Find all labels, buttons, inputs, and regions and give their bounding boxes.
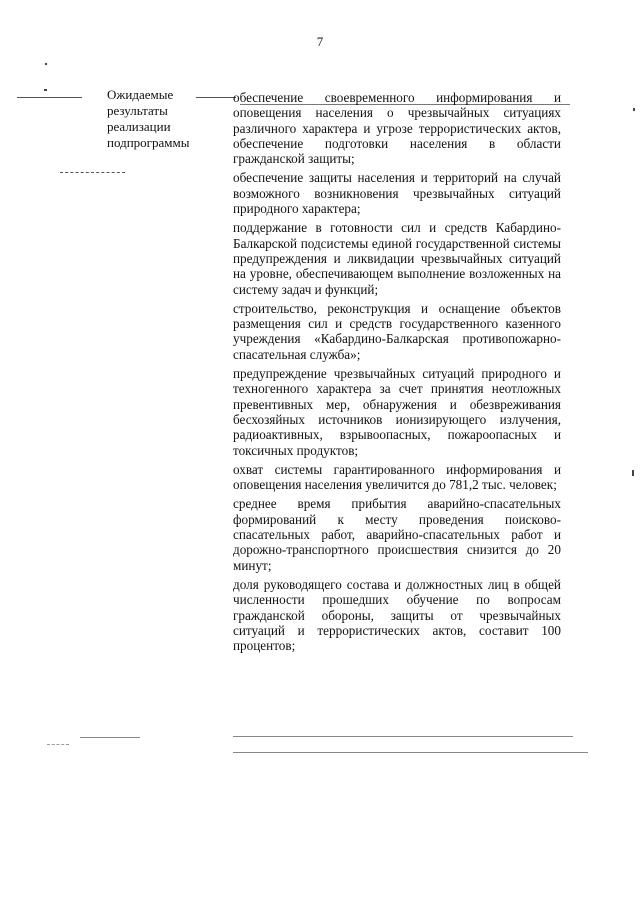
scan-speck [633,108,635,111]
scan-speck [44,89,47,91]
result-paragraph: среднее время прибытия аварийно-спасательных формирований к месту проведения поисково-спасательных работ, аварийно-спасательных работ и дорожно-транспортного происшествия снизится до 20 минут; [233,496,561,573]
table-border-line [80,737,140,738]
table-border-line [233,752,588,753]
result-paragraph: строительство, реконструкция и оснащение объектов размещения сил и средств государственного казенного учреждения «Кабардино-Балкарская противопожарно-спасательная служба»; [233,300,561,362]
row-label-line: подпрограммы [107,135,190,150]
row-label-line: реализации [107,119,171,134]
result-paragraph: поддержание в готовности сил и средств Кабардино-Балкарской подсистемы единой государственной системы предупреждения и ликвидации чрезвычайных ситуаций на уровне, обеспечивающем выполнение возложенных на систему задач и функций; [233,220,561,297]
result-paragraph: обеспечение защиты населения и территорий на случай возможного возникновения чрезвычайных ситуаций природного характера; [233,170,561,217]
result-paragraph: обеспечение своевременного информирования и оповещения населения о чрезвычайных ситуациях различного характера и угрозе террористических актов, обеспечение подготовки населения в области гражданской защиты; [233,90,561,167]
page-number: 7 [316,34,324,49]
scan-speck [632,470,634,476]
table-border-line [47,744,69,745]
expected-results-list [233,90,561,657]
result-paragraph: предупреждение чрезвычайных ситуаций природного и техногенного характера за счет принятия неотложных превентивных мер, обнаружения и обезвреживания бесхозяйных источников ионизирующего излучения, радиоактивных, взрывоопасных, пожароопасных и токсичных продуктов; [233,366,561,458]
result-paragraph: охват системы гарантированного информирования и оповещения населения увеличится до 781,2 тыс. человек; [233,461,561,493]
row-label-line: результаты [107,103,168,118]
result-paragraph: доля руководящего состава и должностных лиц в общей численности прошедших обучение по вопросам гражданской обороны, защиты от чрезвычайных ситуаций и террористических актов, составит 100 процентов; [233,576,561,654]
row-label-line: Ожидаемые [107,87,174,102]
table-border-line [17,97,82,98]
row-label [107,87,217,151]
scan-speck [45,63,47,65]
table-border-line [233,736,573,737]
table-border-line [60,172,125,173]
